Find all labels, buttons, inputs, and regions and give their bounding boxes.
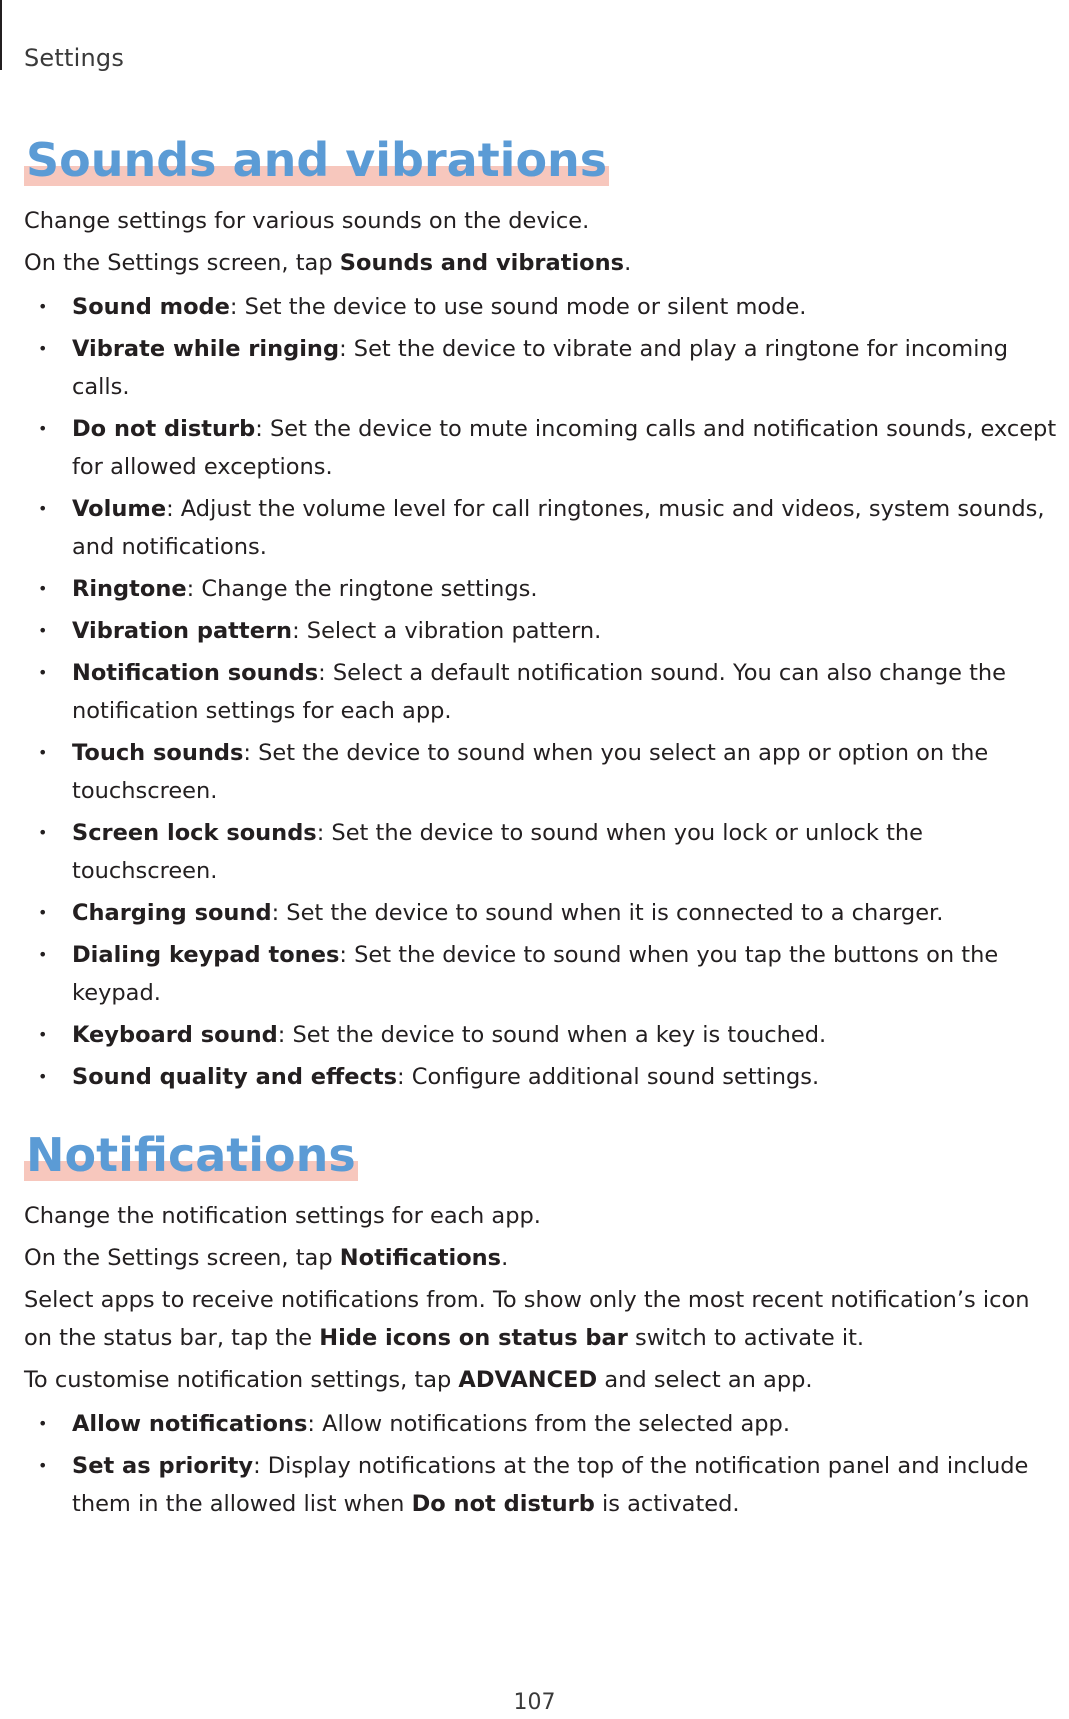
list-item: • Set as priority: Display notifications at the top of the notification panel and include them in the allowed list when Do not disturb is activated. bbox=[38, 1453, 1029, 1517]
list-item: • Allow notifications: Allow notifications from the selected app. bbox=[38, 1411, 790, 1437]
section-title: Notifications bbox=[26, 1128, 356, 1182]
list-item: • Dialing keypad tones: Set the device to sound when you tap the buttons on the keypad. bbox=[38, 942, 999, 1006]
running-head: Settings bbox=[24, 44, 125, 72]
section-intro: Change the notification settings for each app. bbox=[24, 1203, 541, 1229]
settings-list bbox=[24, 288, 1064, 1096]
section-intro: Change settings for various sounds on the device. bbox=[24, 208, 590, 234]
tap-instruction: On the Settings screen, tap Sounds and vibrations. bbox=[24, 250, 632, 276]
page-edge-rule bbox=[0, 0, 2, 70]
list-item: • Sound quality and effects: Configure additional sound settings. bbox=[38, 1064, 820, 1090]
tap-instruction: On the Settings screen, tap Notifications. bbox=[24, 1245, 509, 1271]
section-sounds-and-vibrations bbox=[24, 132, 1064, 1096]
section-title: Sounds and vibrations bbox=[26, 133, 608, 187]
list-item: • Touch sounds: Set the device to sound when you select an app or option on the touchscreen. bbox=[38, 740, 989, 804]
select-apps-paragraph: Select apps to receive notifications from. To show only the most recent notification’s icon on the status bar, tap the Hide icons on status bar switch to activate it. bbox=[24, 1287, 1030, 1351]
list-item: • Vibrate while ringing: Set the device to vibrate and play a ringtone for incoming calls. bbox=[38, 336, 1009, 400]
list-item: • Notification sounds: Select a default notification sound. You can also change the notification settings for each app. bbox=[38, 660, 1007, 724]
list-item: • Keyboard sound: Set the device to sound when a key is touched. bbox=[38, 1022, 827, 1048]
list-item: • Volume: Adjust the volume level for call ringtones, music and videos, system sounds, and notifications. bbox=[38, 496, 1045, 560]
list-item: • Vibration pattern: Select a vibration pattern. bbox=[38, 618, 602, 644]
list-item: • Ringtone: Change the ringtone settings. bbox=[38, 576, 538, 602]
list-item: • Do not disturb: Set the device to mute incoming calls and notification sounds, except for allowed exceptions. bbox=[38, 416, 1057, 480]
section-notifications bbox=[24, 1127, 1064, 1523]
page-number: 107 bbox=[513, 1690, 556, 1715]
list-item: • Sound mode: Set the device to use sound mode or silent mode. bbox=[38, 294, 807, 320]
customise-paragraph: To customise notification settings, tap ADVANCED and select an app. bbox=[24, 1367, 813, 1393]
list-item: • Screen lock sounds: Set the device to sound when you lock or unlock the touchscreen. bbox=[38, 820, 924, 884]
notification-options-list bbox=[24, 1405, 1064, 1523]
list-item: • Charging sound: Set the device to sound when it is connected to a charger. bbox=[38, 900, 944, 926]
